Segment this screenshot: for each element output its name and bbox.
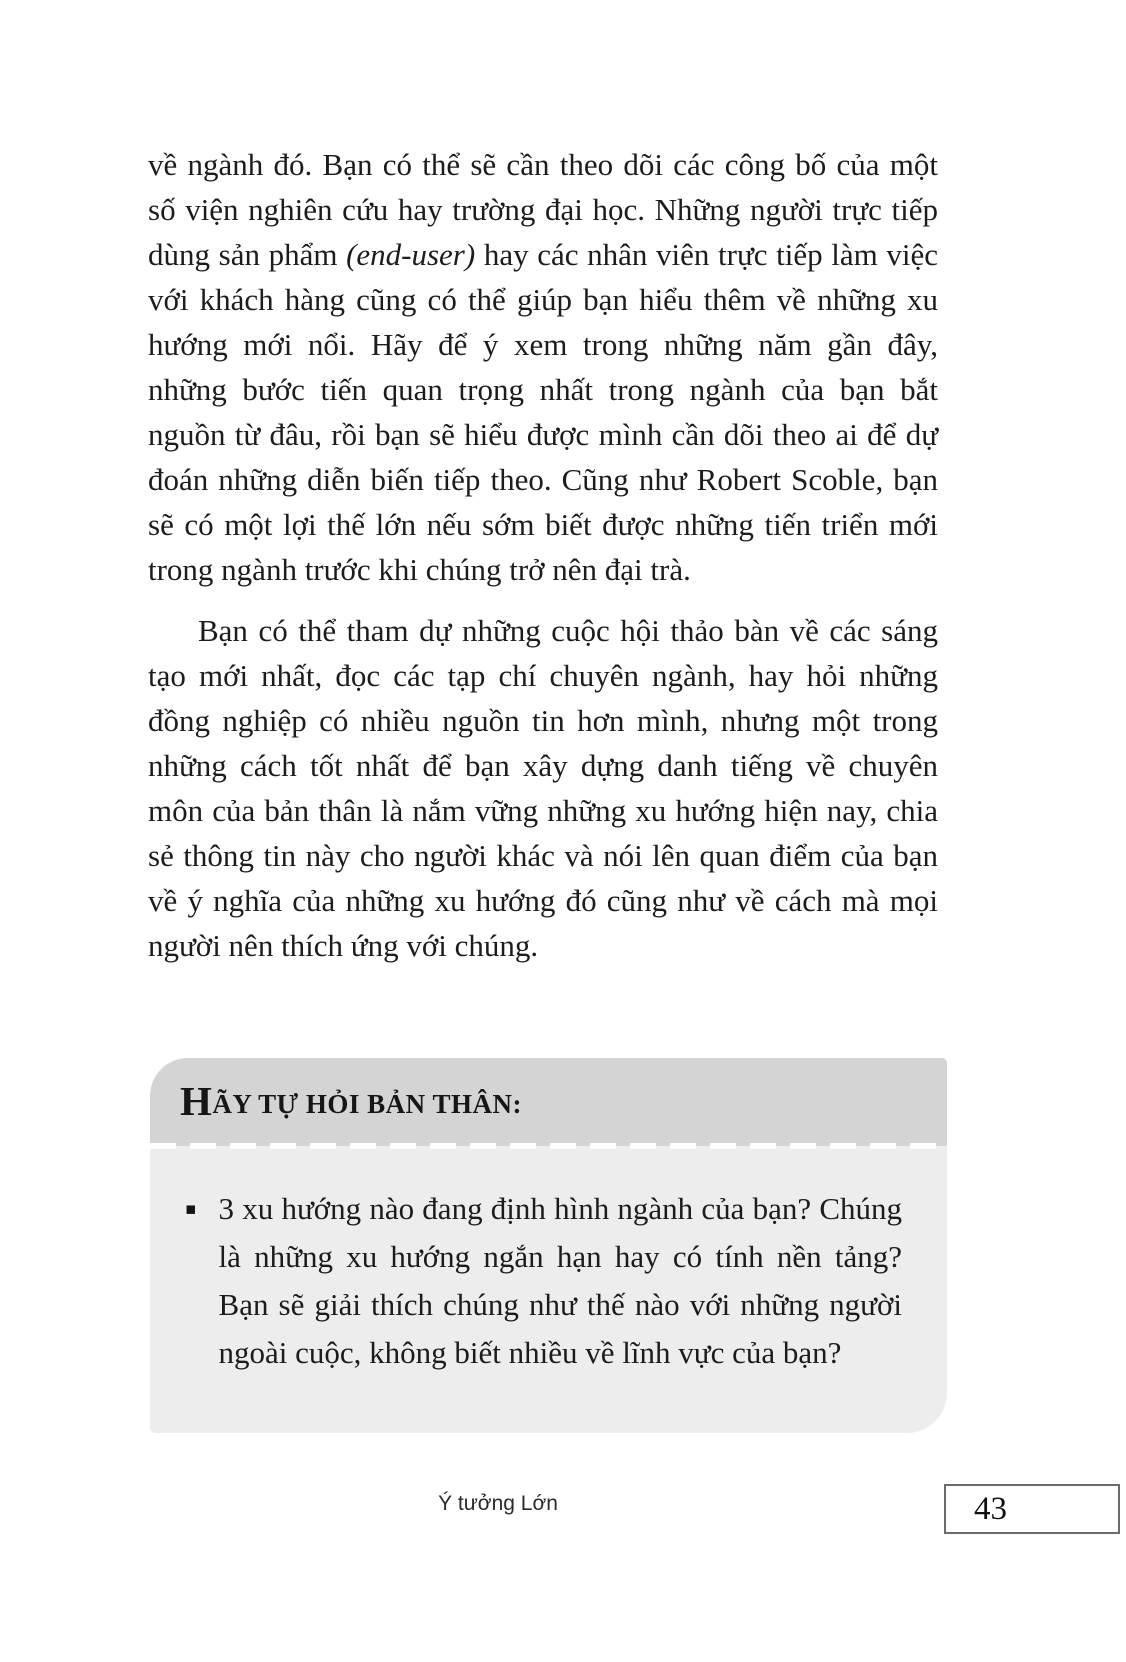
paragraph: Bạn có thể tham dự những cuộc hội thảo bàn về các sáng tạo mới nhất, đọc các tạp chí chuyên ngành, hay hỏi những đồng nghiệp có nhiều nguồn tin hơn mình, nhưng một trong những cách tốt nhất để bạn xây dựng danh tiếng về chuyên môn của bản thân là nắm vững những xu hướng hiện nay, chia sẻ thông tin này cho người khác và nói lên quan điểm của bạn về ý nghĩa của những xu hướng đó cũng như về cách mà mọi người nên thích ứng với chúng.: [148, 613, 938, 963]
callout-title: [180, 1077, 522, 1125]
paragraph-text: về ngành đó. Bạn có thể sẽ cần theo dõi các công bố của một số viện nghiên cứu hay trường đại học. Những người trực tiếp dùng sản phẩm: [148, 147, 938, 272]
callout-body: [150, 1149, 947, 1433]
italic-term: (end-user): [346, 237, 476, 272]
callout-title-rest: ÃY TỰ HỎI BẢN THÂN:: [212, 1088, 522, 1119]
ask-yourself-callout: [150, 1058, 947, 1433]
running-footer-book-title: Ý tưởng Lớn: [438, 1492, 558, 1515]
page-number-box: [944, 1484, 1120, 1534]
page-number: 43: [974, 1490, 1007, 1527]
square-bullet-icon: ▪: [185, 1199, 197, 1219]
paragraph: [148, 142, 938, 592]
list-item: [183, 1185, 902, 1377]
callout-title-initial: H: [180, 1077, 213, 1124]
callout-header: [150, 1058, 947, 1143]
paragraph-text: hay các nhân viên trực tiếp làm việc với khách hàng cũng có thể giúp bạn hiểu thêm về những xu hướng mới nổi. Hãy để ý xem trong những năm gần đây, những bước tiến quan trọng nhất trong ngành của bạn bắt nguồn từ đâu, rồi bạn sẽ hiểu được mình cần dõi theo ai để dự đoán những diễn biến tiếp theo. Cũng như Robert Scoble, bạn sẽ có một lợi thế lớn nếu sớm biết được những tiến triển mới trong ngành trước khi chúng trở nên đại trà.: [148, 237, 938, 587]
body-text: [148, 142, 938, 968]
list-item-text: 3 xu hướng nào đang định hình ngành của bạn? Chúng là những xu hướng ngắn hạn hay có tính nền tảng? Bạn sẽ giải thích chúng như thế nào với những người ngoài cuộc, không biết nhiều về lĩnh vực của bạn?: [218, 1191, 902, 1370]
